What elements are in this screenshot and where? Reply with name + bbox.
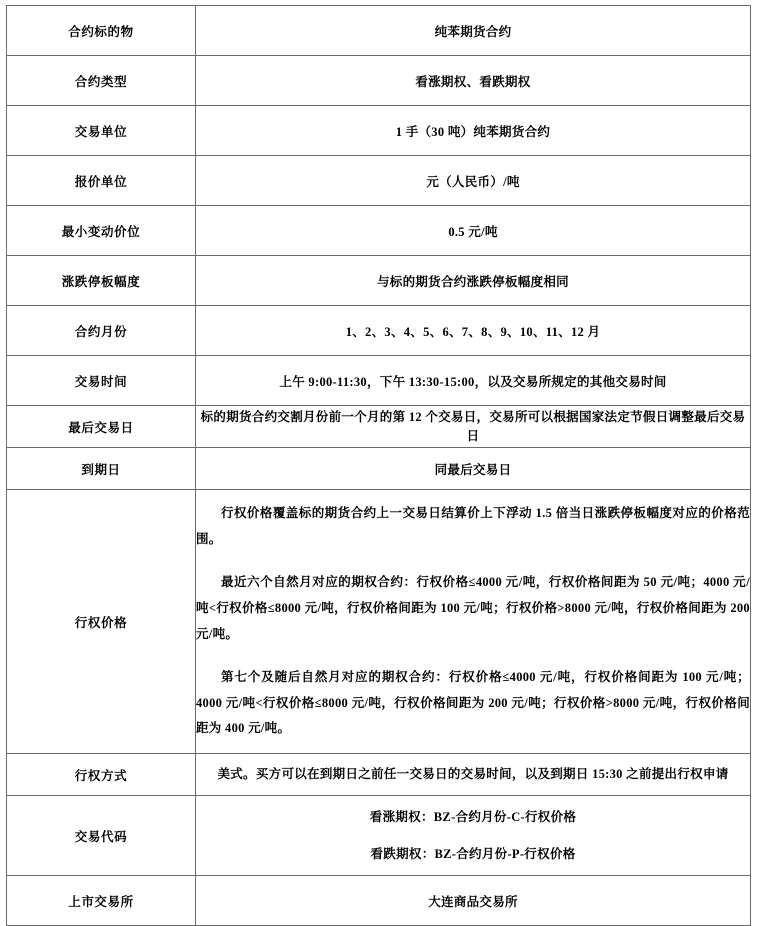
row-label-trading-code: 交易代码 xyxy=(7,796,196,876)
table-row xyxy=(7,156,751,206)
table-row xyxy=(7,306,751,356)
strike-paragraph-near-months: 最近六个自然月对应的期权合约：行权价格≤4000 元/吨，行权价格间距为 50 元/吨；4000 元/吨<行权价格≤8000 元/吨，行权价格间距为 100 元/吨；行权价格>8000 元/吨，行权价格间距为 200 元/吨。 xyxy=(196,575,750,641)
row-value-expiry-date: 同最后交易日 xyxy=(196,448,751,490)
table-row xyxy=(7,56,751,106)
table-row xyxy=(7,876,751,926)
row-label-strike-price: 行权价格 xyxy=(7,490,196,754)
row-value-contract-months: 1、2、3、4、5、6、7、8、9、10、11、12 月 xyxy=(196,306,751,356)
row-label-contract-months: 合约月份 xyxy=(7,306,196,356)
row-value-trading-unit: 1 手（30 吨）纯苯期货合约 xyxy=(196,106,751,156)
row-label-tick-size: 最小变动价位 xyxy=(7,206,196,256)
row-value-strike-price xyxy=(196,490,751,754)
row-label-last-trading-day: 最后交易日 xyxy=(7,406,196,448)
row-value-quotation-unit: 元（人民币）/吨 xyxy=(196,156,751,206)
row-label-underlying: 合约标的物 xyxy=(7,6,196,56)
row-label-quotation-unit: 报价单位 xyxy=(7,156,196,206)
row-value-price-limit: 与标的期货合约涨跌停板幅度相同 xyxy=(196,256,751,306)
table-row xyxy=(7,406,751,448)
row-label-exercise-style: 行权方式 xyxy=(7,754,196,796)
row-value-last-trading-day: 标的期货合约交割月份前一个月的第 12 个交易日，交易所可以根据国家法定节假日调整最后交易日 xyxy=(196,406,751,448)
row-value-exercise-style: 美式。买方可以在到期日之前任一交易日的交易时间，以及到期日 15:30 之前提出行权申请 xyxy=(196,754,751,796)
row-value-underlying: 纯苯期货合约 xyxy=(196,6,751,56)
contract-spec-table xyxy=(6,5,751,926)
row-value-exchange: 大连商品交易所 xyxy=(196,876,751,926)
table-row xyxy=(7,206,751,256)
table-row xyxy=(7,448,751,490)
table-row xyxy=(7,754,751,796)
row-label-trading-unit: 交易单位 xyxy=(7,106,196,156)
table-row xyxy=(7,106,751,156)
row-label-trading-hours: 交易时间 xyxy=(7,356,196,406)
table-row xyxy=(7,356,751,406)
row-label-exchange: 上市交易所 xyxy=(7,876,196,926)
row-label-price-limit: 涨跌停板幅度 xyxy=(7,256,196,306)
strike-paragraph-coverage: 行权价格覆盖标的期货合约上一交易日结算价上下浮动 1.5 倍当日涨跌停板幅度对应的价格范围。 xyxy=(196,506,750,546)
strike-paragraph-far-months: 第七个及随后自然月对应的期权合约：行权价格≤4000 元/吨，行权价格间距为 100 元/吨；4000 元/吨<行权价格≤8000 元/吨，行权价格间距为 200 元/吨；行权价格>8000 元/吨，行权价格间距为 400 元/吨。 xyxy=(196,670,750,736)
row-value-trading-code xyxy=(196,796,751,876)
trading-code-call: 看涨期权：BZ-合约月份-C-行权价格 xyxy=(369,810,577,825)
row-value-trading-hours: 上午 9:00-11:30，下午 13:30-15:00，以及交易所规定的其他交易时间 xyxy=(196,356,751,406)
row-value-contract-type: 看涨期权、看跌期权 xyxy=(196,56,751,106)
table-row xyxy=(7,256,751,306)
row-value-tick-size: 0.5 元/吨 xyxy=(196,206,751,256)
table-row xyxy=(7,490,751,754)
row-label-contract-type: 合约类型 xyxy=(7,56,196,106)
row-label-expiry-date: 到期日 xyxy=(7,448,196,490)
trading-code-put: 看跌期权：BZ-合约月份-P-行权价格 xyxy=(370,846,576,861)
table-row xyxy=(7,796,751,876)
table-row xyxy=(7,6,751,56)
